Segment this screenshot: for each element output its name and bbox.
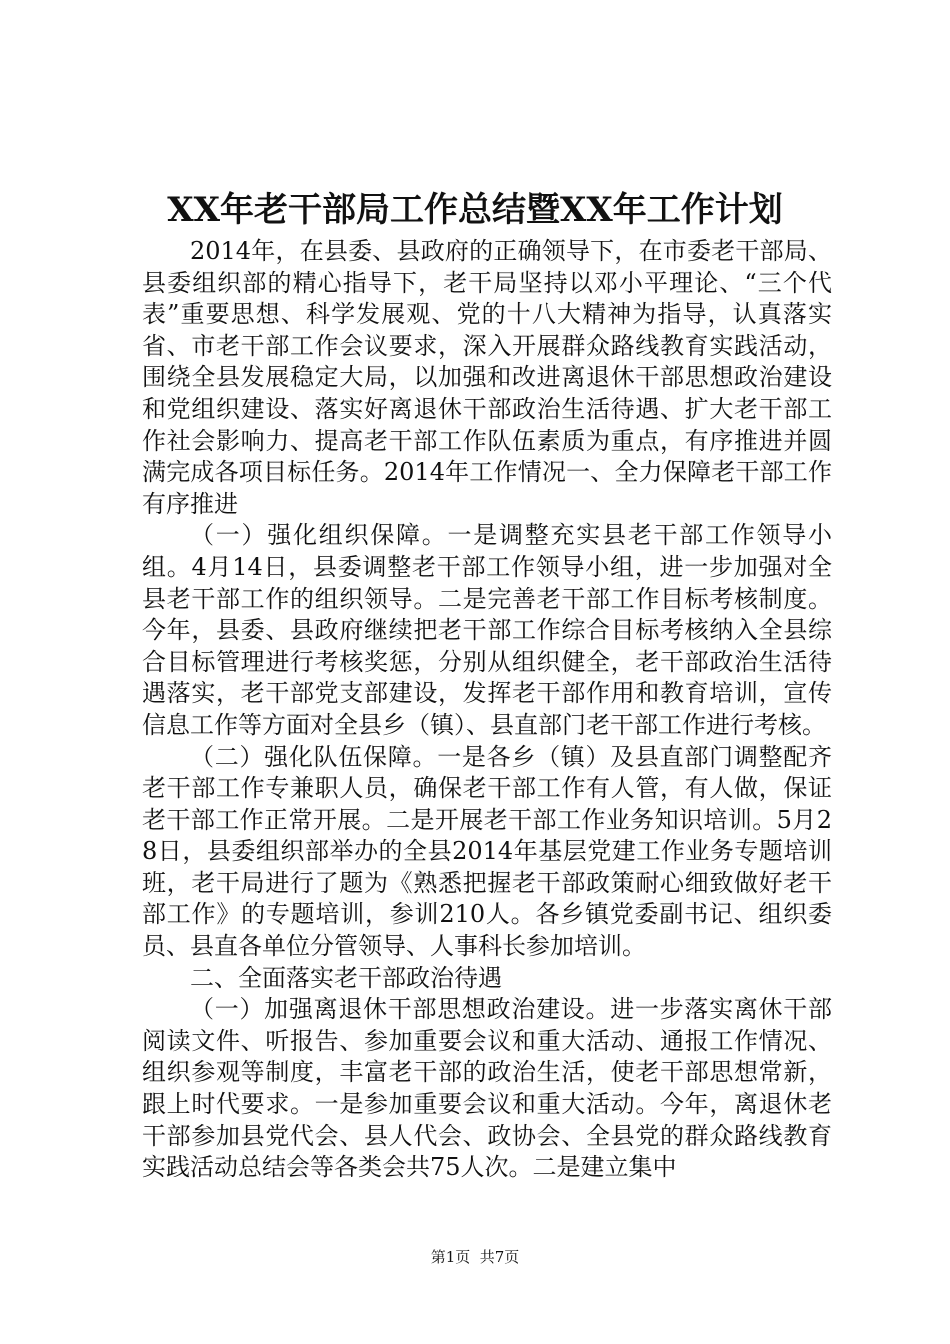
page-footer: 第1页 共7页 (430, 1248, 520, 1266)
document-title: XX年老干部局工作总结暨XX年工作计划 (167, 190, 783, 230)
paragraph-ideological-building: （一）加强离退休干部思想政治建设。进一步落实离休干部阅读文件、听报告、参加重要会议和重大活动、通报工作情况、组织参观等制度，丰富老干部的政治生活，使老干部思想常新，跟上时代要求。一是参加重要会议和重大活动。今年，离退休老干部参加县党代会、县人代会、政协会、全县党的群众路线教育实践活动总结会等各类会共75人次。二是建立集中 (142, 995, 832, 1182)
section-heading-political-treatment: 二、全面落实老干部政治待遇 (190, 963, 502, 992)
document-body (142, 236, 832, 1184)
paragraph-organization-guarantee: （一）强化组织保障。一是调整充实县老干部工作领导小组。4月14日，县委调整老干部工作领导小组，进一步加强对全县老干部工作的组织领导。二是完善老干部工作目标考核制度。今年，县委、县政府继续把老干部工作综合目标考核纳入全县综合目标管理进行考核奖惩，分别从组织健全，老干部政治生活待遇落实，老干部党支部建设，发挥老干部作用和教育培训，宣传信息工作等方面对全县乡（镇）、县直部门老干部工作进行考核。 (142, 521, 832, 739)
paragraph-intro: 2014年，在县委、县政府的正确领导下，在市委老干部局、县委组织部的精心指导下，老干局坚持以邓小平理论、“三个代表”重要思想、科学发展观、党的十八大精神为指导，认真落实省、市老干部工作会议要求，深入开展群众路线教育实践活动，围绕全县发展稳定大局，以加强和改进离退休干部思想政治建设和党组织建设、落实好离退休干部政治生活待遇、扩大老干部工作社会影响力、提高老干部工作队伍素质为重点，有序推进并圆满完成各项目标任务。2014年工作情况一、全力保障老干部工作有序推进 (142, 237, 832, 518)
paragraph-team-guarantee: （二）强化队伍保障。一是各乡（镇）及县直部门调整配齐老干部工作专兼职人员，确保老干部工作有人管，有人做，保证老干部工作正常开展。二是开展老干部工作业务知识培训。5月28日，县委组织部举办的全县2014年基层党建工作业务专题培训班，老干局进行了题为《熟悉把握老干部政策耐心细致做好老干部工作》的专题培训，参训210人。各乡镇党委副书记、组织委员、县直各单位分管领导、人事科长参加培训。 (142, 742, 832, 961)
